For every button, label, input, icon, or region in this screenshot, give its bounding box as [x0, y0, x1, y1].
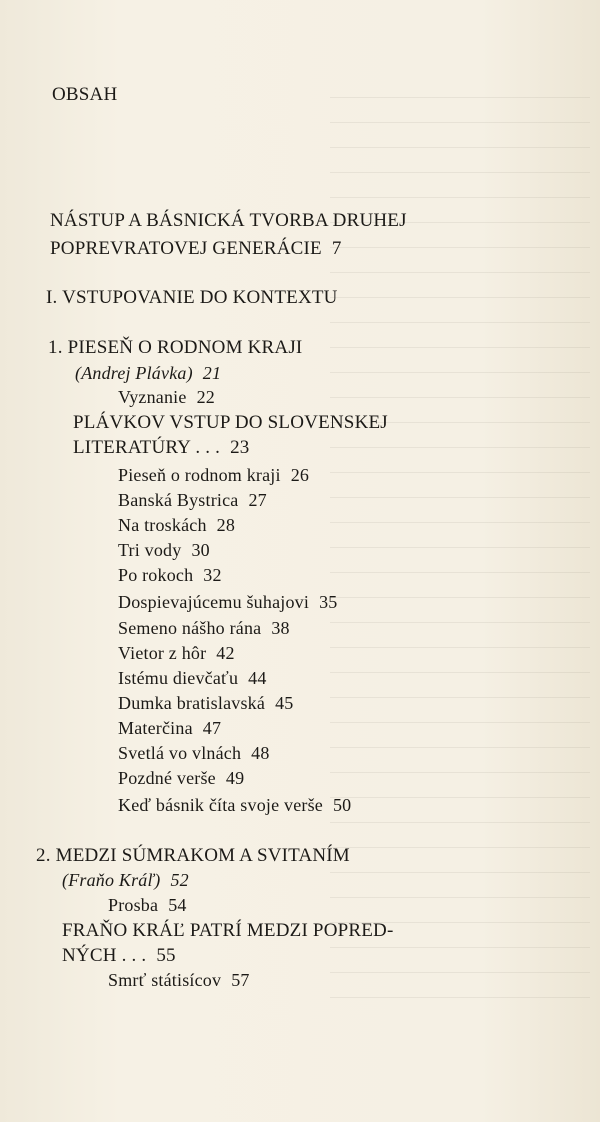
- chapter-title: 1. PIESEŇ O RODNOM KRAJI: [48, 337, 303, 358]
- toc-entry: Vyznanie 22: [118, 387, 215, 407]
- toc-entry: Vietor z hôr 42: [118, 643, 235, 663]
- toc-entry: Istému dievčaťu 44: [118, 668, 267, 688]
- toc-entry: Banská Bystrica 27: [118, 490, 267, 510]
- toc-entry: Semeno nášho rána 38: [118, 618, 290, 638]
- chapter-author: (Fraňo Kráľ) 52: [62, 870, 189, 890]
- contents-heading: OBSAH: [52, 84, 118, 105]
- toc-entry: Na troskách 28: [118, 515, 236, 535]
- section-title: I. VSTUPOVANIE DO KONTEXTU: [46, 287, 338, 308]
- part-title-line-2: [50, 238, 342, 260]
- chapter-author: (Andrej Plávka) 21: [75, 363, 222, 383]
- toc-entry: Svetlá vo vlnách 48: [118, 743, 270, 763]
- essay-title-line-2: LITERATÚRY . . . 23: [73, 437, 250, 458]
- essay-title-line-1: FRAŇO KRÁĽ PATRÍ MEDZI POPRED-: [62, 920, 394, 941]
- toc-entry: Pieseň o rodnom kraji 26: [118, 465, 310, 485]
- chapter-title: 2. MEDZI SÚMRAKOM A SVITANÍM: [36, 845, 350, 866]
- toc-entry: Keď básnik číta svoje verše 50: [118, 795, 352, 815]
- page-number: 7: [331, 238, 342, 259]
- toc-entry: Po rokoch 32: [118, 565, 222, 585]
- part-title-line-1: NÁSTUP A BÁSNICKÁ TVORBA DRUHEJ: [50, 210, 407, 231]
- part-title-text: POPREVRATOVEJ GENERÁCIE: [50, 238, 322, 259]
- toc-entry: Dospievajúcemu šuhajovi 35: [118, 592, 338, 612]
- essay-title-line-2: NÝCH . . . 55: [62, 945, 176, 966]
- toc-entry: Smrť státisícov 57: [108, 970, 250, 990]
- toc-entry: Pozdné verše 49: [118, 768, 245, 788]
- essay-title-line-1: PLÁVKOV VSTUP DO SLOVENSKEJ: [73, 412, 388, 433]
- toc-entry: Prosba 54: [108, 895, 187, 915]
- toc-entry: Materčina 47: [118, 718, 222, 738]
- toc-entry: Dumka bratislavská 45: [118, 693, 294, 713]
- toc-entry: Tri vody 30: [118, 540, 210, 560]
